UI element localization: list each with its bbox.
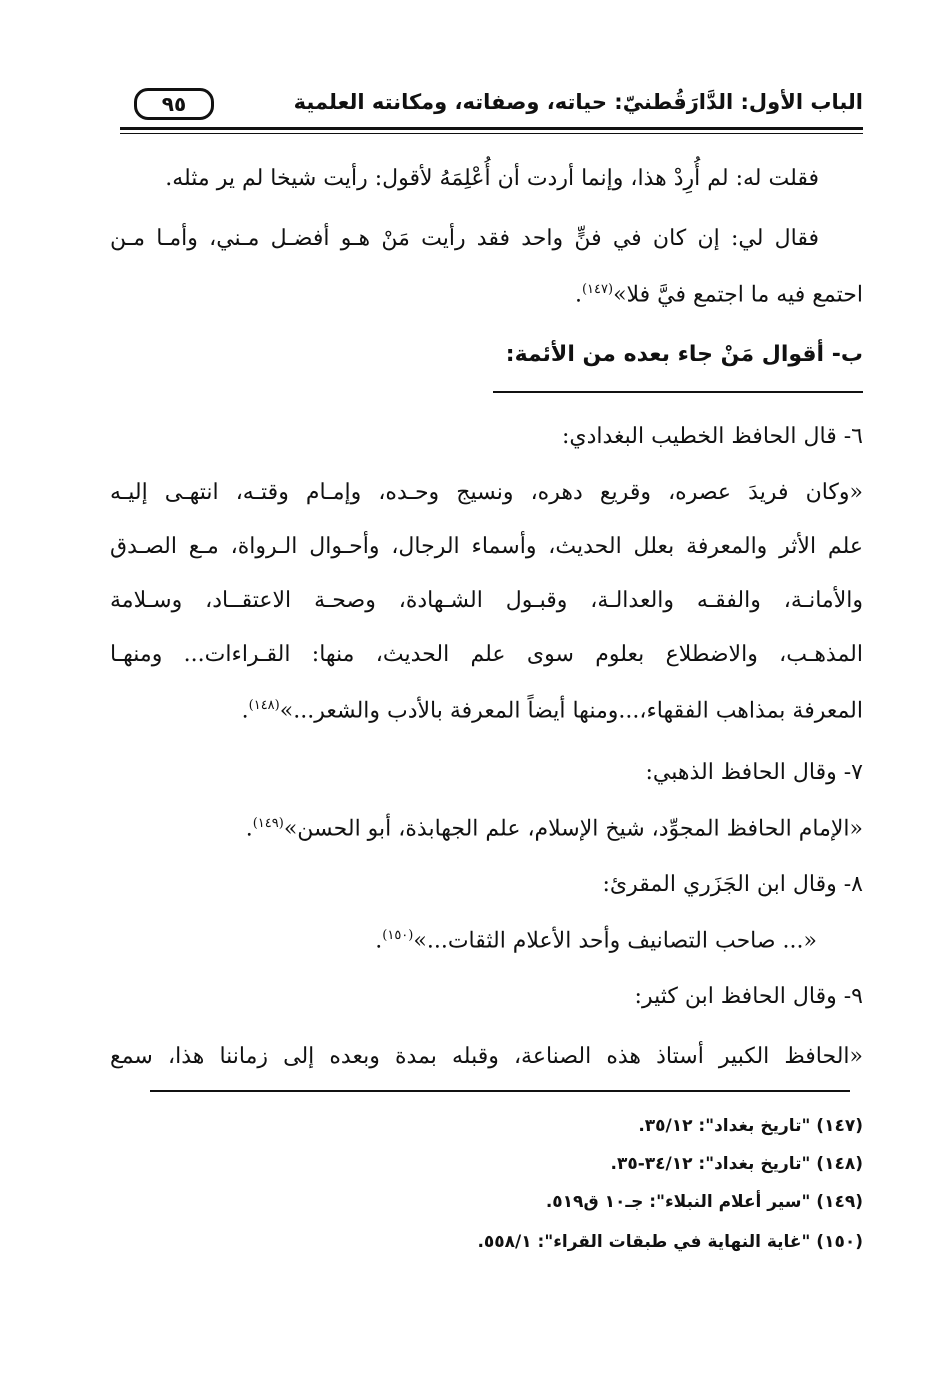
- trailing-period: .: [574, 282, 582, 308]
- numbered-item: ٨- وقال ابن الجَزَري المقرئ:: [602, 872, 863, 897]
- section-heading: ب- أقوال مَنْ جاء بعده من الأئمة:: [505, 342, 863, 367]
- body-line: فقال لي: إن كان في فنٍّ واحد فقد رأيت مَنْ هـو أفضـل مـني، وأمـا مـن: [110, 226, 819, 251]
- trailing-period: .: [375, 928, 383, 954]
- quote-line-text: «الإمام الحافظ المجوِّد، شيخ الإسلام، علم الجهابذة، أبو الحسن»: [283, 816, 863, 842]
- footnote: (١٥٠) "غاية النهاية في طبقات القراء": ٥٥٨/١.: [477, 1232, 863, 1252]
- quote-line: «وكان فريدَ عصره، وقريع دهره، ونسيج وحـده، وإمـام وقتـه، انتهـى إليـه: [110, 480, 863, 505]
- footnote-ref: (١٥٠): [382, 928, 414, 943]
- quote-line-text: المعرفة بمذاهب الفقهاء،...ومنها أيضاً المعرفة بالأدب والشعر...»: [279, 698, 863, 724]
- footnote-ref: (١٤٩): [252, 816, 284, 831]
- quote-line: [110, 816, 863, 841]
- running-title: الباب الأول: الدَّارَقُطنيّ: حياته، وصفاته، ومكانته العلمية: [293, 90, 863, 114]
- header-rule: [120, 127, 863, 130]
- footnote-ref: (١٤٨): [248, 698, 280, 713]
- quote-line: «الحافظ الكبير أستاذ هذه الصناعة، وقبله بمدة وبعده إلى زماننا هذا، سمع: [110, 1044, 863, 1069]
- body-line: فقلت له: لم أُرِدْ هذا، وإنما أردت أن أُعْلِمَهُ لأقول: رأيت شيخا لم ير مثله.: [165, 166, 819, 191]
- body-line: [110, 282, 863, 307]
- numbered-item: ٦- قال الحافظ الخطيب البغدادي:: [561, 424, 863, 449]
- trailing-period: .: [245, 816, 253, 842]
- quote-line: المذهـب، والاضطلاع بعلوم سوى علم الحديث، منها: القـراءات... ومنهـا: [110, 642, 863, 667]
- footnote-separator: [150, 1090, 850, 1092]
- footnote: (١٤٧) "تاريخ بغداد": ٣٥/١٢.: [638, 1116, 863, 1136]
- page-number: ٩٥: [134, 88, 214, 120]
- quote-line: [110, 698, 863, 723]
- quote-line: [110, 928, 863, 953]
- trailing-period: .: [241, 698, 249, 724]
- heading-underline: [493, 391, 863, 393]
- body-line-text: احتمع فيه ما اجتمع فيَّ فلا»: [613, 282, 863, 308]
- quote-line: علم الأثر والمعرفة بعلل الحديث، وأسماء الرجال، وأحـوال الـرواة، مـع الصـدق: [110, 534, 863, 559]
- quote-line-text: «... صاحب التصانيف وأحد الأعلام الثقات...»: [413, 928, 817, 954]
- numbered-item: ٩- وقال الحافظ ابن كثير:: [634, 984, 863, 1009]
- quote-line: والأمانـة، والفقـه والعدالـة، وقبـول الشـهادة، وصحـة الاعتقــاد، وسـلامة: [110, 588, 864, 613]
- footnote: (١٤٩) "سير أعلام النبلاء": جـ١٠ ق٥١٩.: [545, 1192, 863, 1212]
- header-rule-thin: [120, 133, 863, 134]
- page-header: [120, 86, 863, 126]
- footnote: (١٤٨) "تاريخ بغداد": ٣٤/١٢-٣٥.: [610, 1154, 863, 1174]
- footnote-ref: (١٤٧): [581, 282, 614, 297]
- numbered-item: ٧- وقال الحافظ الذهبي:: [645, 760, 863, 785]
